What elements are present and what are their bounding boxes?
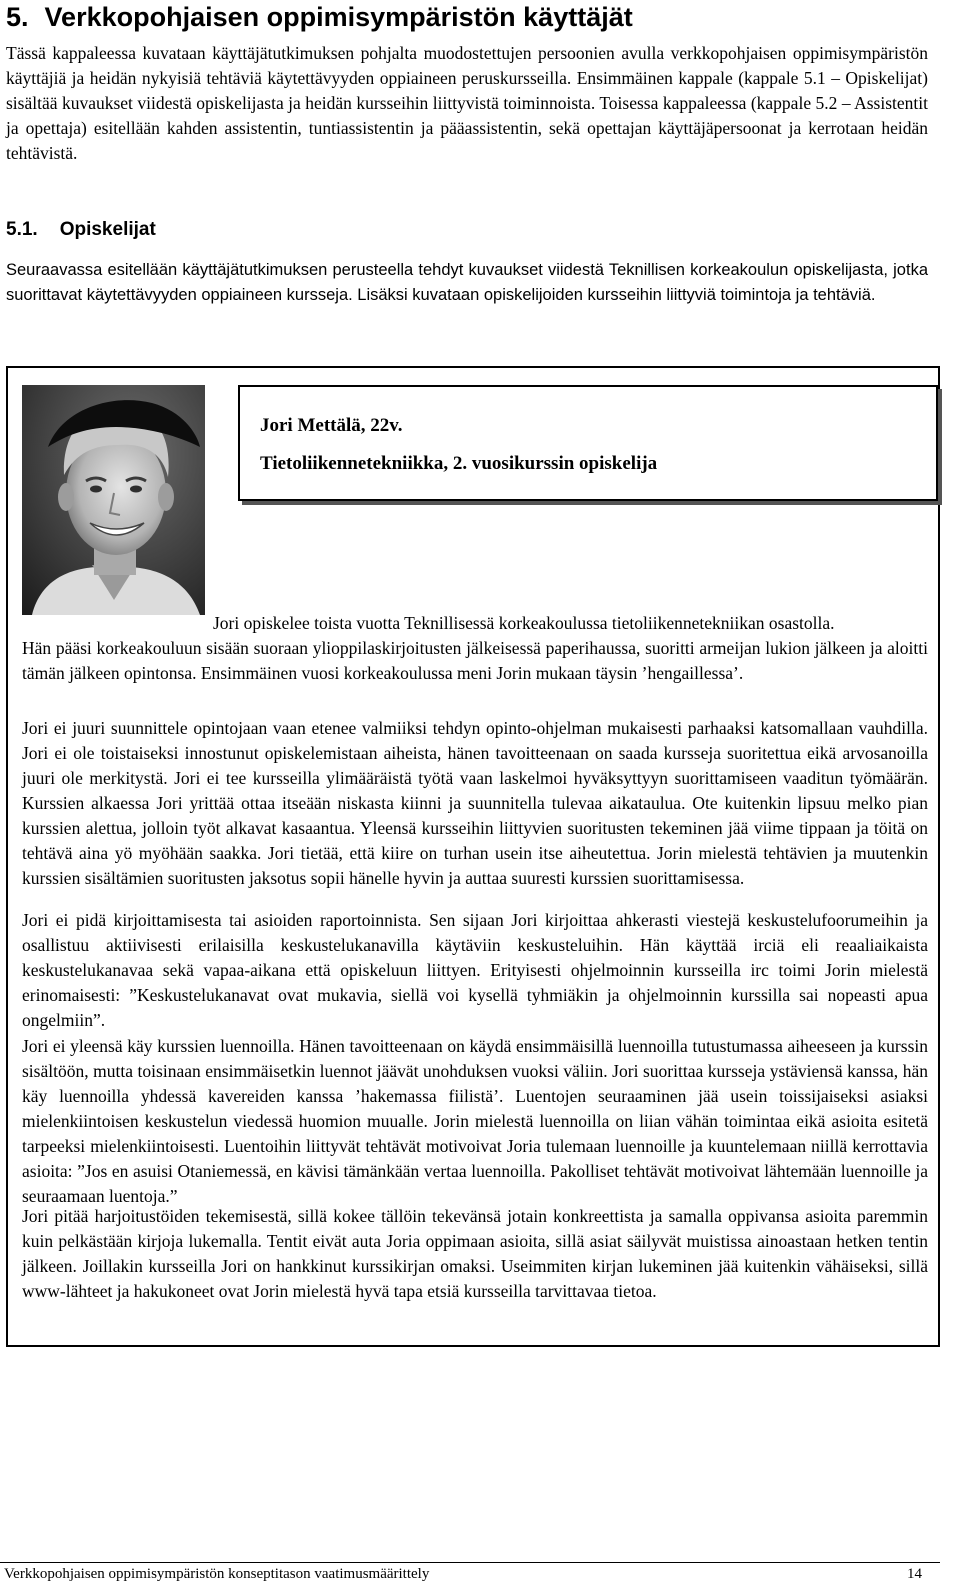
persona-paragraph-lectures: Jori ei yleensä käy kurssien luennoilla. Hänen tavoitteenaan on käydä ensimmäisillä luennoilla tutustumassa aiheeseen ja kurssin sisältöön, mutta toisinaan ensimmäisetkin luennot jäävät unohduksen vuoksi väliin. Jori suorittaa kursseja ystäviensä kanssa, hän käy luennoilla yhdessä kavereiden kanssa ’hakemassa fiilistä’. Luentojen seuraaminen jää usein toissijaiseksi asiaksi mielenkiintoisen keskustelun viedessä huomion muualle. Jorin mielestä luennoilla on liian vähän toimintaa eikä asioita esitetä tarpeeksi mielenkiintoisesti. Luentoihin liittyvät tehtävät motivoivat Joria tulemaan luennoille ja kuuntelemaan niillä kerrottavia asioita: ”Jos en asuisi Otaniemessä, en kävisi tämänkään vertaa luennoilla. Pakolliset tehtävät motivoivat lähtemään luennoille ja seuraamaan luentoja.”: [22, 1036, 928, 1206]
persona-paragraph-exercises: Jori pitää harjoitustöiden tekemisestä, sillä kokee tällöin tekevänsä jotain konkreettista ja samalla oppivansa asioita paremmin kuin pelkästään kirjoja lukemalla. Tentit eivät auta Joria oppimaan asioita, sillä asiat säilyvät muistissa ainoastaan hetken tentin jälkeen. Joillakin kursseilla Jori on hankkinut kurssikirjan omaksi. Useimmiten kirjan lukeminen jää kuitenkin vähäiseksi, sillä www-lähteet ja hakukoneet ovat Jorin mielestä hyvä tapa etsiä kursseilla tarvittavaa tietoa.: [22, 1206, 928, 1301]
persona-first-line: Jori opiskelee toista vuotta Teknillisessä korkeakoulussa tietoliikennetekniikan osastolla.: [213, 613, 835, 633]
persona-photo: [22, 385, 205, 615]
section-intro-paragraph: Seuraavassa esitellään käyttäjätutkimuksen perusteella tehdyt kuvaukset viidestä Teknillisen korkeakoulun opiskelijasta, jotka suorittavat käytettävyyden oppiaineen kursseja. Lisäksi kuvataan opiskelijoiden kursseihin liittyviä toimintoja ja tehtäviä.: [6, 261, 928, 304]
chapter-intro-paragraph: Tässä kappaleessa kuvataan käyttäjätutkimuksen pohjalta muodostettujen persoonien avulla verkkopohjaisen oppimisympäristön käyttäjiä ja heidän nykyisiä tehtäviä käytettävyyden oppiaineen peruskursseilla. Ensimmäinen kappale (kappale 5.1 – Opiskelijat) sisältää kuvaukset viidestä opiskelijasta ja heidän kursseihin liittyvistä toiminnoista. Toisessa kappaleessa (kappale 5.2 – Assistentit ja opettaja) esitellään kahden assistentin, tuntiassistentin ja pääassistentin, sekä opettajan käyttäjäpersoonat ja kerrotaan heidän tehtävistä.: [6, 43, 928, 163]
chapter-number: 5.: [6, 2, 29, 32]
persona-name: Jori Mettälä, 22v.: [260, 415, 403, 436]
persona-name-card: [238, 385, 938, 501]
footer-rule: [0, 1562, 940, 1563]
section-number: 5.1.: [6, 219, 38, 240]
persona-paragraph-goals: Jori ei juuri suunnittele opintojaan vaan etenee valmiiksi tehdyn opinto-ohjelman mukaisesti parhaaksi katsomallaan vauhdilla. Jori ei ole toistaiseksi innostunut opiskelemistaan aiheista, hänen tavoitteenaan on saada kursseja suoritettua eikä arvosanoilla juuri ole merkitystä. Jori ei tee kursseilla ylimääräistä työtä vaan laskelmoi hyväksyttyyn suorittamiseen vaaditun työmäärän. Kurssien alkaessa Jori yrittää ottaa itseään niskasta kiinni ja suunnitella tulevaa aikataulua. Ote kuitenkin lipsuu melko pian kurssien alettua, jolloin työt alkavat kasaantua. Yleensä kursseihin liittyvien suoritusten tekeminen jää viime tippaan ja töitä on tehtävä aina yö myöhään saakka. Jori tietää, että kiire on turhan usein itse aiheutettua. Jorin mielestä tehtävien ja muutenkin kurssien sisältämien suoritusten jaksotus sopii hänelle hyvin ja auttaa suuresti kurssien suorittamisessa.: [22, 718, 928, 888]
persona-first-paragraph: Hän pääsi korkeakouluun sisään suoraan ylioppilaskirjoitusten jälkeisessä paperihaussa, suoritti armeijan lukion jälkeen ja aloitti tämän jälkeen opintonsa. Ensimmäinen vuosi korkeakoulussa meni Jorin mukaan täysin ’hengaillessa’.: [22, 638, 928, 683]
chapter-title: Verkkopohjaisen oppimisympäristön käyttäjät: [44, 2, 633, 32]
persona-paragraph-communication: Jori ei pidä kirjoittamisesta tai asioiden raportoinnista. Sen sijaan Jori kirjoittaa ahkerasti viestejä keskustelufoorumeihin ja osallistuu aktiivisesti erilaisilla keskustelukanavilla käytäviin keskusteluihin. Hän käyttää irciä eli reaaliaikaista keskustelukanavaa sekä vapaa-aikana että opiskeluun liittyen. Erityisesti ohjelmoinnin kursseilla irc toimi Jorin mielestä erinomaisesti: ”Keskustelukanavat ovat mukavia, siellä voi kysellä tyhmiäkin ja ohjelmoinnin kurssilla sai nopeasti apua ongelmiin”.: [22, 910, 928, 1030]
persona-role: Tietoliikennetekniikka, 2. vuosikurssin opiskelija: [260, 453, 658, 474]
section-heading: [6, 216, 156, 244]
chapter-heading: [6, 0, 633, 34]
section-title: Opiskelijat: [59, 219, 156, 240]
page-number: 14: [907, 1566, 922, 1582]
footer-document-title: Verkkopohjaisen oppimisympäristön konseptitason vaatimusmäärittely: [4, 1566, 430, 1582]
